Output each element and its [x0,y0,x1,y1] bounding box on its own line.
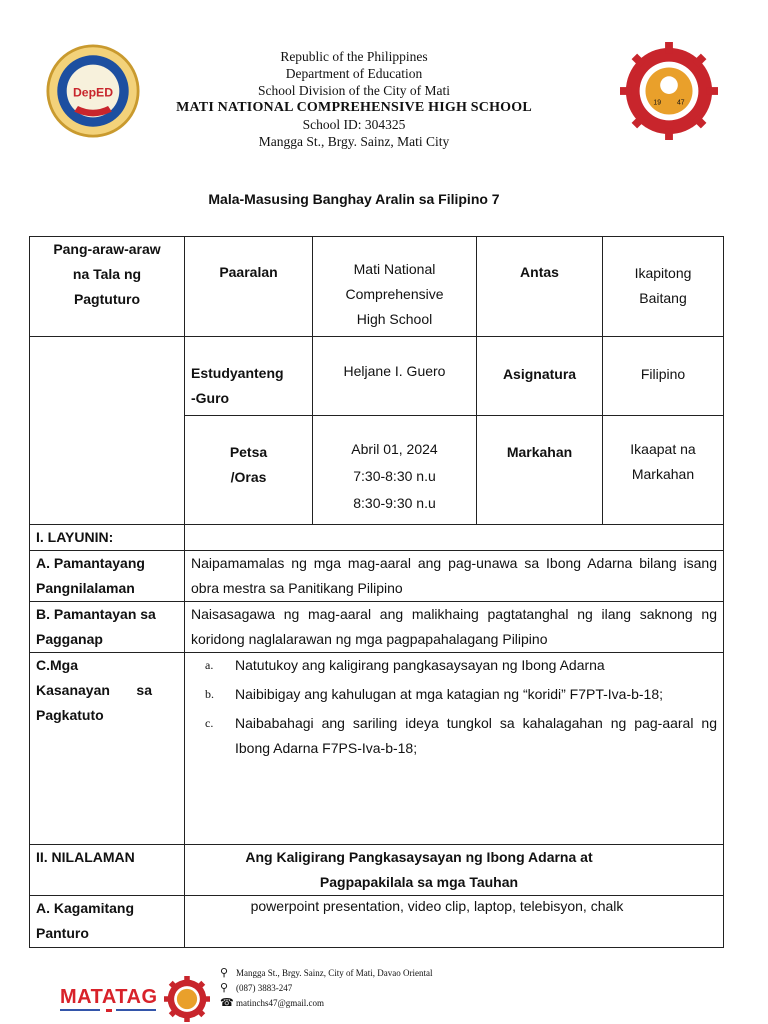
competencies-label: C.Mga Kasanayan sa Pagkatuto [30,653,185,845]
nilalaman-label: II. NILALAMAN [30,845,185,896]
materials-text: powerpoint presentation, video clip, laptop, telebisyon, chalk [185,896,724,948]
department-line: Department of Education [285,66,423,81]
document-footer [0,960,768,1024]
school-name: MATI NATIONAL COMPREHENSIVE HIGH SCHOOL [176,100,532,115]
list-item: c. Naibabahagi ang sariling ideya tungkol sa kahalagahan ng pag-aaral ng Ibong Adarna F7PS-Iva-b-18; [205,715,717,756]
school-address: Mangga St., Brgy. Sainz, Mati City [258,134,450,149]
performance-standard-row [30,602,724,653]
info-row-teacher [30,337,724,416]
blank-left-cell [30,337,185,525]
school-gear-logo-icon [164,976,210,1022]
division-line: School Division of the City of Mati [258,83,450,98]
performance-standard-label: B. Pamantayan sa Pagganap [30,602,185,653]
nilalaman-text: Ang Kaligirang Pangkasaysayan ng Ibong Adarna at Pagpapakilala sa mga Tauhan [185,845,724,896]
agency-heading [140,48,568,150]
competencies-row [30,653,724,845]
competencies-cell [185,653,724,845]
school-seal-icon [620,42,718,140]
matatag-logo: MATATAG [60,986,158,1008]
materials-row [30,896,724,948]
daily-log-label: Pang-araw-araw na Tala ng Pagtuturo [30,237,185,337]
footer-phone: (087) 3883-247 [236,983,293,993]
layunin-heading: I. LAYUNIN: [30,525,185,551]
paaralan-label: Paaralan [185,237,313,337]
location-pin-icon: ⚲ [220,982,229,994]
location-pin-icon: ⚲ [220,967,229,979]
asignatura-label: Asignatura [477,337,603,416]
content-standard-label: A. Pamantayang Pangnilalaman [30,551,185,602]
content-standard-text: Naipamamalas ng mga mag-aaral ang pag-unawa sa Ibong Adarna bilang isang obra mestra sa Panitikang Pilipino [185,551,724,602]
footer-address: Mangga St., Brgy. Sainz, City of Mati, Davao Oriental [236,968,433,978]
lesson-plan-title: Mala-Masusing Banghay Aralin sa Filipino 7 [208,191,500,207]
lesson-plan-table [29,236,724,948]
footer-email: matinchs47@gmail.com [236,998,325,1008]
student-teacher-value: Heljane I. Guero [313,337,477,416]
deped-division-seal-icon [46,44,140,138]
competency-list [191,653,717,761]
telephone-icon: ☎ [220,997,234,1009]
nilalaman-row [30,845,724,896]
info-row-school [30,237,724,337]
asignatura-value: Filipino [603,337,724,416]
document-header [0,0,768,170]
date-time-label: Petsa /Oras [185,416,313,525]
materials-label: A. Kagamitang Panturo [30,896,185,948]
antas-label: Antas [477,237,603,337]
antas-value: Ikapitong Baitang [603,237,724,337]
contact-block [220,966,432,1011]
content-standard-row [30,551,724,602]
layunin-row [30,525,724,551]
list-item: a. Natutukoy ang kaligirang pangkasaysayan ng Ibong Adarna [205,657,605,673]
student-teacher-label: Estudyanteng -Guro [185,337,313,416]
country-line: Republic of the Philippines [280,49,428,64]
markahan-value: Ikaapat na Markahan [603,416,724,525]
list-item: b. Naibibigay ang kahulugan at mga katagian ng “koridi” F7PT-Iva-b-18; [205,686,664,702]
seal-year-right: 47 [676,99,685,107]
markahan-label: Markahan [477,416,603,525]
school-id: School ID: 304325 [302,117,406,132]
matatag-tagline-graphic [60,1008,156,1015]
seal-year-left: 19 [653,99,662,107]
performance-standard-text: Naisasagawa ng mag-aaral ang malikhaing pagtatanghal ng ilang saknong ng koridong naglalarawan ng mga pagpapahalagang Pilipino [185,602,724,653]
date-time-value: Abril 01, 2024 7:30-8:30 n.u 8:30-9:30 n.u [313,416,477,525]
seal-deped-text: DepED [72,85,114,100]
paaralan-value: Mati National Comprehensive High School [313,237,477,337]
